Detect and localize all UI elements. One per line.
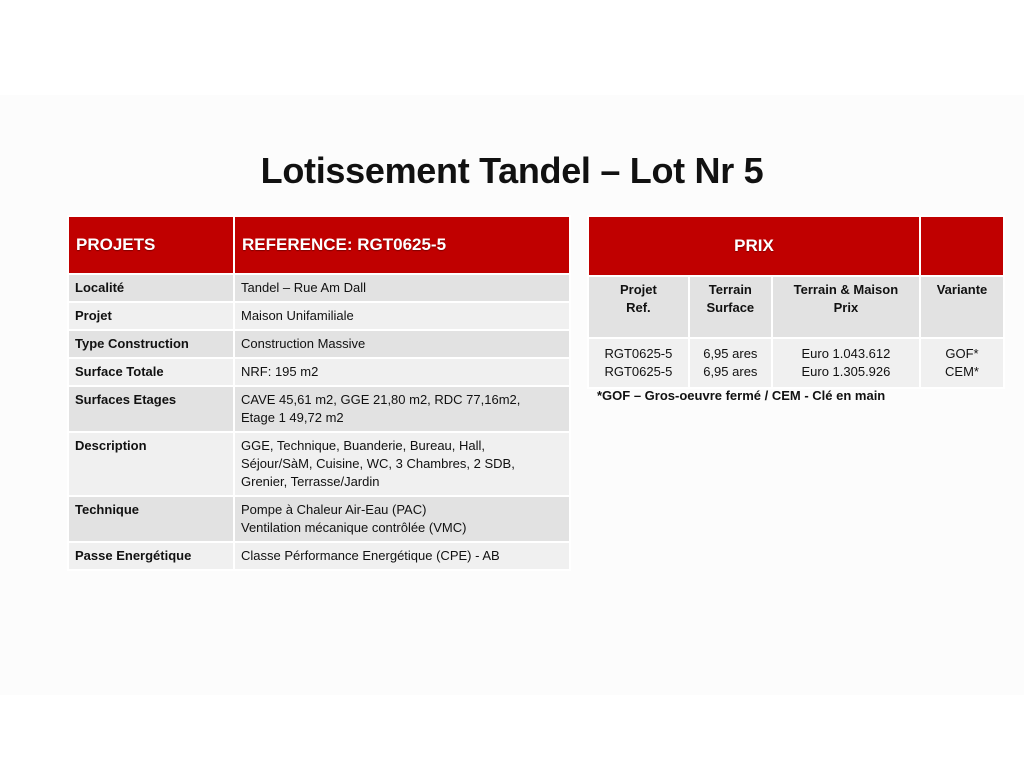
row-value <box>234 302 570 330</box>
prix-column-header <box>772 276 920 338</box>
prix-data-cell <box>689 338 772 388</box>
prix-data-line: RGT0625-5 <box>604 346 673 361</box>
row-label: Technique <box>68 496 234 542</box>
table-row <box>68 496 570 542</box>
row-value-line: Séjour/SàM, Cuisine, WC, 3 Chambres, 2 SDB, <box>241 456 515 471</box>
table-row <box>68 274 570 302</box>
row-label: Projet <box>68 302 234 330</box>
prix-data-line: GOF* <box>945 346 979 361</box>
prix-data-cell <box>772 338 920 388</box>
table-row <box>68 542 570 570</box>
prix-data-cell <box>920 338 1004 388</box>
row-value-line: Pompe à Chaleur Air-Eau (PAC) <box>241 502 427 517</box>
table-row <box>68 386 570 432</box>
prix-data-line: Euro 1.305.926 <box>801 364 891 379</box>
row-label: Surface Totale <box>68 358 234 386</box>
reference-header-cell: REFERENCE: RGT0625-5 <box>234 216 570 274</box>
prix-data-row <box>588 338 1004 388</box>
row-value-line: NRF: 195 m2 <box>241 364 319 379</box>
prix-column-header-line: Terrain & Maison <box>793 282 899 297</box>
row-value <box>234 542 570 570</box>
prix-column-header-line: Prix <box>833 300 859 315</box>
row-value-line: GGE, Technique, Buanderie, Bureau, Hall, <box>241 438 486 453</box>
row-label: Surfaces Etages <box>68 386 234 432</box>
row-value <box>234 358 570 386</box>
row-value-line: Construction Massive <box>241 336 366 351</box>
row-value-line: Maison Unifamiliale <box>241 308 354 323</box>
prix-column-header-line: Surface <box>706 300 755 315</box>
prix-data-line: Euro 1.043.612 <box>801 346 891 361</box>
row-value-line: Tandel – Rue Am Dall <box>241 280 367 295</box>
prix-data-cell <box>588 338 689 388</box>
row-value <box>234 274 570 302</box>
page-title: Lotissement Tandel – Lot Nr 5 <box>260 150 764 191</box>
row-label: Localité <box>68 274 234 302</box>
prix-data-line: 6,95 ares <box>703 346 758 361</box>
prix-column-header-line: Variante <box>936 282 988 297</box>
prix-column-header-row <box>588 276 1004 338</box>
row-value <box>234 330 570 358</box>
prix-column-header <box>920 276 1004 338</box>
row-value <box>234 432 570 496</box>
prix-header-cell: PRIX <box>588 216 920 276</box>
row-value-line: Grenier, Terrasse/Jardin <box>241 474 380 489</box>
prix-column-header-line: Terrain <box>708 282 752 297</box>
row-value-line: Ventilation mécanique contrôlée (VMC) <box>241 520 467 535</box>
row-label: Description <box>68 432 234 496</box>
prix-header-blank-cell <box>920 216 1004 276</box>
row-label: Passe Energétique <box>68 542 234 570</box>
prix-header-row <box>588 216 1004 276</box>
prix-column-header-line: Projet <box>619 282 657 297</box>
row-label: Type Construction <box>68 330 234 358</box>
row-value-line: Classe Pérformance Energétique (CPE) - AB <box>241 548 500 563</box>
prix-data-line: CEM* <box>945 364 979 379</box>
footnote: *GOF – Gros-oeuvre fermé / CEM - Clé en main <box>597 388 886 403</box>
row-value <box>234 386 570 432</box>
table-row <box>68 330 570 358</box>
prix-column-header <box>689 276 772 338</box>
prix-column-header-line: Ref. <box>626 300 651 315</box>
table-row <box>68 302 570 330</box>
prix-table <box>587 215 1005 389</box>
projets-table <box>67 215 571 571</box>
table-row <box>68 432 570 496</box>
prix-data-line: RGT0625-5 <box>604 364 673 379</box>
row-value-line: CAVE 45,61 m2, GGE 21,80 m2, RDC 77,16m2, <box>241 392 521 407</box>
row-value <box>234 496 570 542</box>
prix-column-header <box>588 276 689 338</box>
projets-header-cell: PROJETS <box>68 216 234 274</box>
prix-data-line: 6,95 ares <box>703 364 758 379</box>
row-value-line: Etage 1 49,72 m2 <box>241 410 344 425</box>
projets-body <box>68 274 570 570</box>
projets-header-row <box>68 216 570 274</box>
table-row <box>68 358 570 386</box>
